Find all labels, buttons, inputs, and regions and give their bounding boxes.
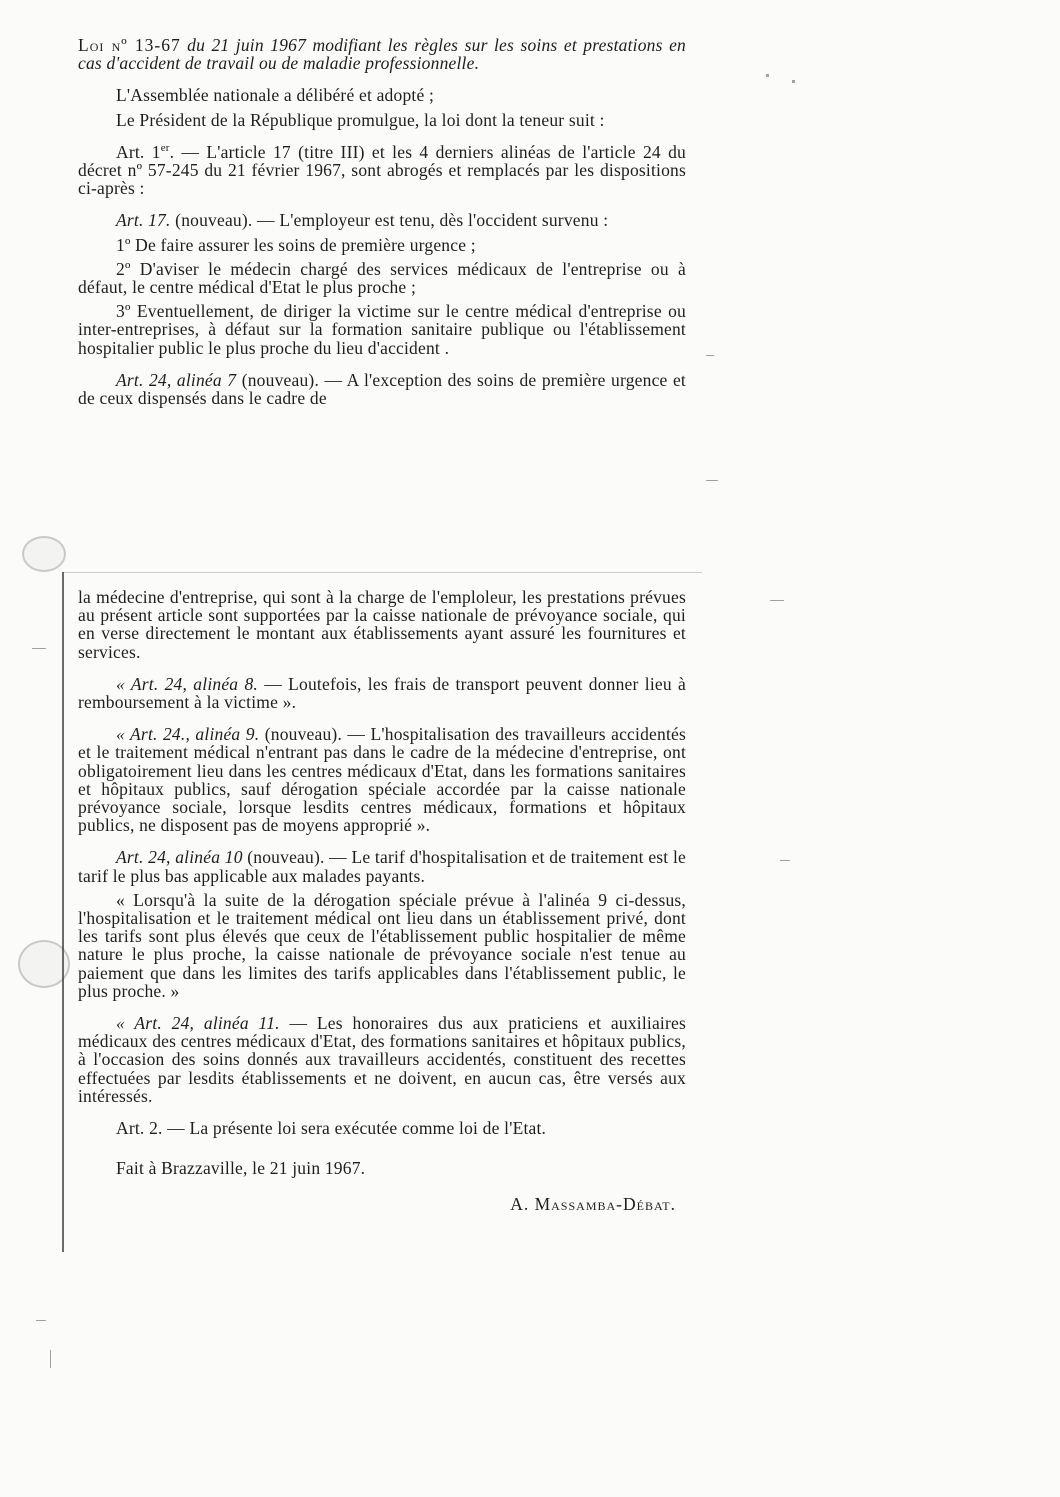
article-1-sup: er [160, 141, 170, 154]
paragraph-president: Le Président de la République promulgue, la loi dont la teneur suit : [116, 109, 605, 130]
article-24-8 [78, 675, 686, 711]
article-1-text: . — L'article 17 (titre III) et les 4 derniers alinéas de l'article 24 du décret nº 57-245 du 21 février 1967, sont abrogés et remplacés par les dispositions ci-après : [78, 141, 686, 199]
article-17 [78, 211, 686, 229]
paragraph-lorsque: « Lorsqu'à la suite de la dérogation spéciale prévue à l'alinéa 9 ci-dessus, l'hospitalisation et le traitement médical ont lieu dans un établissement privé, dont les tarifs sont plus élevés que ceux de l'établissement public hospitalier de même nature le plus proche, la caisse nationale de prévoyance sociale n'est tenue au paiement que dans les limites des tarifs applicables dans l'établissement public, le plus proche. » [78, 889, 686, 1001]
article-24-7 [78, 371, 686, 407]
article-24-8-label: « Art. 24, alinéa 8. [116, 673, 258, 694]
article-24-9-label: « Art. 24., alinéa 9. [116, 724, 260, 745]
signature: A. Massamba-Débat. [510, 1194, 676, 1215]
article-24-7-label: Art. 24, alinéa 7 [116, 369, 237, 390]
scan-speck [36, 1320, 46, 1321]
list-item-1: 1º De faire assurer les soins de première urgence ; [116, 234, 476, 255]
text-column-lower [78, 588, 686, 1214]
scan-speck [780, 860, 790, 861]
scan-blot [22, 536, 66, 572]
scan-speck [792, 80, 795, 83]
list-item-3: 3º Eventuellement, de diriger la victime sur le centre médical d'entreprise ou inter-entreprises, à défaut sur la formation sanitaire publique ou l'établissement hospitalier public le plus proche du lieu d'accident . [78, 301, 686, 358]
scan-speck [706, 480, 718, 481]
scan-speck [32, 648, 46, 649]
scan-speck [766, 74, 769, 77]
article-24-11-label: « Art. 24, alinéa 11. [116, 1013, 280, 1034]
text-column-upper [78, 36, 686, 407]
article-24-10-label: Art. 24, alinéa 10 [116, 847, 243, 868]
article-24-11-text: — Les honoraires dus aux praticiens et auxiliaires médicaux des centres médicaux d'Etat, des formations sanitaires et hôpitaux publics, à l'occasion des soins donnés aux travailleurs accidentés, constituent des recettes effectuées par lesdits établissements et ne doivent, en aucun cas, être versés aux intéressés. [78, 1013, 686, 1106]
paste-edge [62, 572, 702, 573]
place-date: Fait à Brazzaville, le 21 juin 1967. [116, 1158, 366, 1179]
article-1-label: Art. 1 [116, 141, 161, 162]
law-title [78, 36, 686, 72]
article-24-7-text-a: (nouveau). — A l'exception des soins de première urgence et de ceux dispensés dans le cadre de [78, 369, 686, 409]
article-24-8-text: — Loutefois, les frais de transport peuvent donner lieu à remboursement à la victime ». [78, 673, 686, 713]
article-24-10-text: (nouveau). — Le tarif d'hospitalisation et de traitement est le tarif le plus bas applicable aux malades payants. [78, 847, 686, 886]
article-17-text: (nouveau). — L'employeur est tenu, dès l'occident survenu : [170, 210, 609, 231]
article-1 [78, 143, 686, 198]
list-item-2: 2º D'aviser le médecin chargé des services médicaux de l'entreprise ou à défaut, le centre médical d'Etat le plus proche ; [78, 258, 686, 298]
article-24-11 [78, 1014, 686, 1105]
article-2-text: — La présente loi sera exécutée comme loi de l'Etat. [162, 1118, 547, 1139]
article-24-10 [78, 848, 686, 884]
article-2 [78, 1119, 686, 1137]
article-24-9 [78, 725, 686, 834]
scan-speck [706, 355, 714, 356]
article-24-7-continuation: la médecine d'entreprise, qui sont à la charge de l'emploleur, les prestations prévues au présent article sont supportées par la caisse nationale de prévoyance sociale, qui en verse directement le montant aux établissements ayant assuré les fournitures et services. [78, 587, 686, 662]
scan-speck [50, 1350, 51, 1368]
scan-speck [770, 600, 784, 601]
law-number: Loi nº 13-67 [78, 35, 181, 55]
column-rule [62, 572, 64, 1252]
article-24-9-text: (nouveau). — L'hospitalisation des travailleurs accidentés et le traitement médical n'entrant pas dans le cadre de la médecine d'entreprise, ont obligatoirement lieu dans les centres médicaux d'Etat, dans les formations sanitaires et hôpitaux publics, sauf dérogation spéciale accordée par la caisse nationale prévoyance sociale, lorsque lesdits centres médicaux, formations et hôpitaux publics, ne disposent pas de moyens approprié ». [78, 724, 686, 836]
article-2-label: Art. 2. [116, 1118, 163, 1139]
paragraph-assemblee: L'Assemblée nationale a délibéré et adopté ; [116, 85, 435, 106]
law-subject: du 21 juin 1967 modifiant les règles sur les soins et prestations en cas d'accident de travail ou de maladie professionnelle. [78, 35, 686, 74]
article-17-label: Art. 17. [116, 210, 171, 231]
